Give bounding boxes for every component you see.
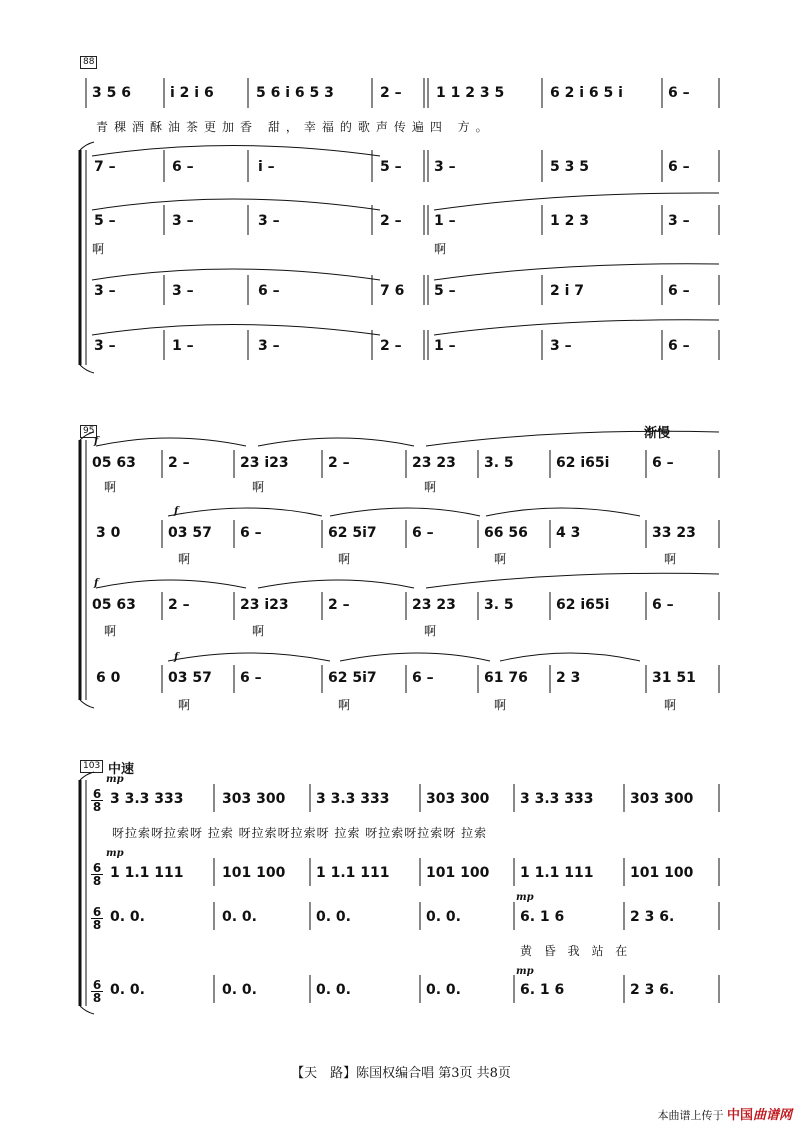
s4-measure: 6 –: [240, 670, 262, 686]
v4-measure: 3 –: [94, 338, 116, 354]
s1-lyric: 啊: [252, 480, 265, 494]
r4-measure: 0. 0.: [426, 982, 461, 998]
s1-lyric: 啊: [424, 480, 437, 494]
tempo-moderate: 中速: [108, 762, 135, 777]
s1-measure: 62 i65i: [556, 455, 610, 471]
s4-lyric: 啊: [338, 698, 351, 712]
v4-measure: 3 –: [258, 338, 280, 354]
r1-measure: 303 300: [630, 791, 694, 807]
r2-measure: 101 100: [222, 865, 286, 881]
s1-measure: 3. 5: [484, 455, 514, 471]
s4-measure: 61 76: [484, 670, 528, 686]
r3-measure: 0. 0.: [316, 909, 351, 925]
r4-measure: 0. 0.: [316, 982, 351, 998]
v1-measure: i –: [258, 159, 275, 175]
dynamic-forte: f: [174, 506, 179, 517]
melody-lyrics: 青稞酒酥油茶更加香 甜，幸福的歌声传遍四 方。: [96, 120, 494, 134]
dynamic-forte: f: [174, 652, 179, 663]
s4-measure: 03 57: [168, 670, 212, 686]
s3-measure: 2 –: [168, 597, 190, 613]
r2-measure: 1 1.1 111: [520, 865, 594, 881]
dynamic-mp: mp: [516, 966, 534, 977]
s3-measure: 23 23: [412, 597, 456, 613]
ts-bottom: 8: [92, 874, 102, 888]
v1-measure: 6 –: [668, 159, 690, 175]
r2-measure: 101 100: [630, 865, 694, 881]
s4-measure: 2 3: [556, 670, 581, 686]
s2-measure: 3 0: [96, 525, 121, 541]
r1-measure: 3 3.3 333: [110, 791, 184, 807]
s1-measure: 2 –: [328, 455, 350, 471]
s3-lyric: 啊: [104, 624, 117, 638]
v1-measure: 5 –: [380, 159, 402, 175]
v3-measure: 7 6: [380, 283, 405, 299]
s3-lyric: 啊: [252, 624, 265, 638]
melody-measure-90: 5 6 i 6 5 3: [256, 85, 334, 101]
s2-measure: 6 –: [412, 525, 434, 541]
melody-measure-94: 6 –: [668, 85, 690, 101]
r4-measure: 6. 1 6: [520, 982, 565, 998]
v2-measure: 1 2 3: [550, 213, 589, 229]
r3-measure: 0. 0.: [110, 909, 145, 925]
brand-prefix: 本曲谱上传于: [657, 1109, 724, 1122]
s2-measure: 6 –: [240, 525, 262, 541]
v3-measure: 3 –: [172, 283, 194, 299]
v2-measure: 3 –: [668, 213, 690, 229]
s4-lyric: 啊: [664, 698, 677, 712]
measure-number-103: 103: [80, 760, 103, 773]
s2-measure: 4 3: [556, 525, 581, 541]
r4-measure: 0. 0.: [110, 982, 145, 998]
melody-measure-93: 6 2 i 6 5 i: [550, 85, 623, 101]
r1-measure: 303 300: [222, 791, 286, 807]
s1-measure: 2 –: [168, 455, 190, 471]
s3-measure: 05 63: [92, 597, 136, 613]
s2-measure: 62 5i7: [328, 525, 377, 541]
r3-measure: 2 3 6.: [630, 909, 675, 925]
s1-measure: 23 23: [412, 455, 456, 471]
measure-number-95: 95: [80, 425, 97, 438]
v1-measure: 3 –: [434, 159, 456, 175]
dynamic-mp: mp: [106, 848, 124, 859]
s2-lyric: 啊: [338, 552, 351, 566]
dynamic-forte: f: [94, 436, 99, 447]
v2-measure: 3 –: [258, 213, 280, 229]
r2-measure: 1 1.1 111: [316, 865, 390, 881]
s1-lyric: 啊: [104, 480, 117, 494]
r1-measure: 303 300: [426, 791, 490, 807]
page-footer: 【天 路】陈国权编合唱 第3页 共8页: [291, 1066, 511, 1081]
s4-lyric: 啊: [178, 698, 191, 712]
ts-top: 6: [92, 787, 102, 801]
melody-measure-89: i 2 i 6: [170, 85, 214, 101]
v2-measure: 5 –: [94, 213, 116, 229]
r4-measure: 2 3 6.: [630, 982, 675, 998]
s3-measure: 2 –: [328, 597, 350, 613]
measure-number-88: 88: [80, 56, 97, 69]
r2-measure: 1 1.1 111: [110, 865, 184, 881]
time-signature: [91, 979, 103, 1004]
melody-measure-92: 1 1 2 3 5: [436, 85, 505, 101]
r1-measure: 3 3.3 333: [316, 791, 390, 807]
ts-top: 6: [92, 905, 102, 919]
dynamic-mp: mp: [106, 774, 124, 785]
tempo-slowing: 渐慢: [644, 426, 671, 441]
s4-measure: 62 5i7: [328, 670, 377, 686]
ts-bottom: 8: [92, 918, 102, 932]
time-signature: [91, 862, 103, 887]
s1-measure: 23 i23: [240, 455, 289, 471]
brand-logo: 中国: [726, 1108, 753, 1123]
v1-measure: 5 3 5: [550, 159, 589, 175]
v2-measure: 2 –: [380, 213, 402, 229]
melody-measure-88: 3 5 6: [92, 85, 131, 101]
time-signature: [91, 906, 103, 931]
s2-measure: 66 56: [484, 525, 528, 541]
v1-measure: 6 –: [172, 159, 194, 175]
r2-measure: 101 100: [426, 865, 490, 881]
s1-measure: 6 –: [652, 455, 674, 471]
v4-measure: 3 –: [550, 338, 572, 354]
v1-measure: 7 –: [94, 159, 116, 175]
v3-measure: 6 –: [668, 283, 690, 299]
r4-measure: 0. 0.: [222, 982, 257, 998]
v2-lyric: 啊: [434, 242, 447, 256]
s4-measure: 6 0: [96, 670, 121, 686]
r3-measure: 0. 0.: [222, 909, 257, 925]
s3-measure: 3. 5: [484, 597, 514, 613]
ts-bottom: 8: [92, 800, 102, 814]
brand-logo-suffix: 曲谱网: [752, 1108, 792, 1123]
s3-measure: 23 i23: [240, 597, 289, 613]
r3-lyrics: 黄 昏 我 站 在: [520, 944, 632, 958]
s2-measure: 03 57: [168, 525, 212, 541]
v4-measure: 2 –: [380, 338, 402, 354]
s2-lyric: 啊: [664, 552, 677, 566]
ts-top: 6: [92, 861, 102, 875]
s3-lyric: 啊: [424, 624, 437, 638]
v3-measure: 2 i 7: [550, 283, 585, 299]
s4-lyric: 啊: [494, 698, 507, 712]
v4-measure: 1 –: [172, 338, 194, 354]
dynamic-mp: mp: [516, 892, 534, 903]
r1-lyrics: 呀拉索呀拉索呀 拉索 呀拉索呀拉索呀 拉索 呀拉索呀拉索呀 拉索: [112, 826, 488, 840]
v2-lyric: 啊: [92, 242, 105, 256]
r3-measure: 6. 1 6: [520, 909, 565, 925]
time-signature: [91, 788, 103, 813]
s3-measure: 62 i65i: [556, 597, 610, 613]
s2-lyric: 啊: [178, 552, 191, 566]
ts-bottom: 8: [92, 991, 102, 1005]
ts-top: 6: [92, 978, 102, 992]
s2-lyric: 啊: [494, 552, 507, 566]
s4-measure: 6 –: [412, 670, 434, 686]
v4-measure: 1 –: [434, 338, 456, 354]
v4-measure: 6 –: [668, 338, 690, 354]
dynamic-forte: f: [94, 578, 99, 589]
r3-measure: 0. 0.: [426, 909, 461, 925]
s4-measure: 31 51: [652, 670, 696, 686]
v2-measure: 3 –: [172, 213, 194, 229]
site-brand[interactable]: [657, 1104, 792, 1123]
v3-measure: 6 –: [258, 283, 280, 299]
s2-measure: 33 23: [652, 525, 696, 541]
r1-measure: 3 3.3 333: [520, 791, 594, 807]
v3-measure: 5 –: [434, 283, 456, 299]
melody-measure-91: 2 –: [380, 85, 402, 101]
v3-measure: 3 –: [94, 283, 116, 299]
s1-measure: 05 63: [92, 455, 136, 471]
s3-measure: 6 –: [652, 597, 674, 613]
v2-measure: 1 –: [434, 213, 456, 229]
